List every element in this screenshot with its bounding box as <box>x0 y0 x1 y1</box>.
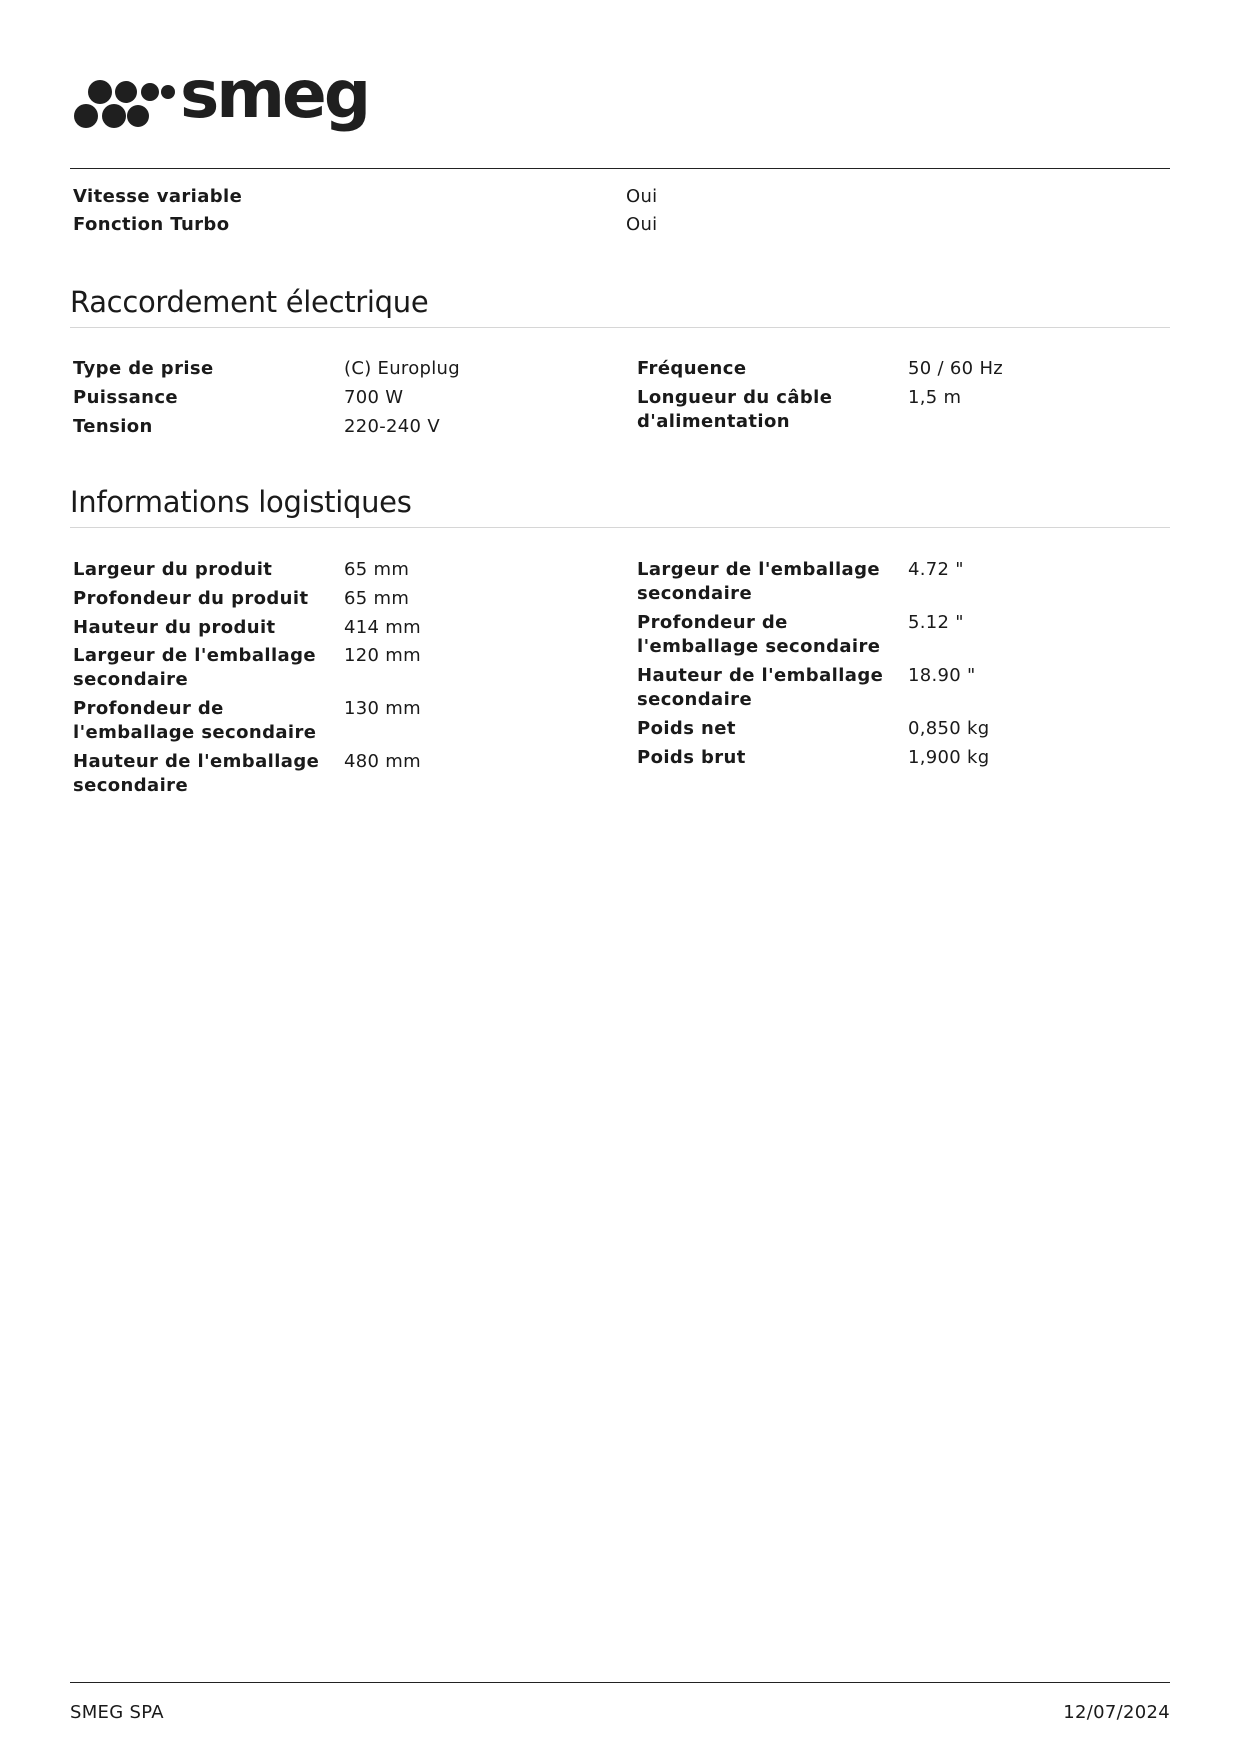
section-divider <box>70 327 1170 328</box>
spec-value: 1,5 m <box>908 387 962 408</box>
logo-wordmark: smeg <box>180 56 369 133</box>
spec-value: 65 mm <box>344 559 410 580</box>
spec-label: Fréquence <box>637 358 747 379</box>
footer-date: 12/07/2024 <box>1063 1702 1170 1723</box>
spec-label: Hauteur de l'emballage secondaire <box>637 665 884 710</box>
spec-label: Type de prise <box>73 358 214 379</box>
spec-label: Largeur du produit <box>73 559 273 580</box>
spec-value: 480 mm <box>344 751 421 772</box>
spec-value: 5.12 " <box>908 612 964 633</box>
spec-value: 18.90 " <box>908 665 976 686</box>
footer-company: SMEG SPA <box>70 1702 164 1723</box>
spec-label: Profondeur de l'emballage secondaire <box>637 612 881 657</box>
spec-value: 220-240 V <box>344 416 440 437</box>
feature-value: Oui <box>626 214 658 235</box>
spec-value: 4.72 " <box>908 559 964 580</box>
spec-label: Longueur du câble d'alimentation <box>637 387 833 432</box>
spec-label: Largeur de l'emballage secondaire <box>637 559 880 604</box>
section-divider <box>70 527 1170 528</box>
spec-value: 414 mm <box>344 617 421 638</box>
feature-label: Vitesse variable <box>73 186 243 207</box>
spec-value: 65 mm <box>344 588 410 609</box>
spec-value: 130 mm <box>344 698 421 719</box>
feature-value: Oui <box>626 186 658 207</box>
smeg-logo <box>74 56 384 136</box>
logo-dots-icon <box>74 70 184 136</box>
spec-value: 50 / 60 Hz <box>908 358 1004 379</box>
spec-value: (C) Europlug <box>344 358 460 379</box>
spec-label: Largeur de l'emballage secondaire <box>73 645 316 690</box>
spec-value: 0,850 kg <box>908 718 990 739</box>
spec-label: Tension <box>73 416 153 437</box>
feature-label: Fonction Turbo <box>73 214 230 235</box>
spec-value: 700 W <box>344 387 404 408</box>
section-title-electrical: Raccordement électrique <box>70 285 429 319</box>
spec-label: Poids net <box>637 718 736 739</box>
spec-value: 120 mm <box>344 645 421 666</box>
spec-label: Hauteur de l'emballage secondaire <box>73 751 320 796</box>
spec-label: Profondeur de l'emballage secondaire <box>73 698 317 743</box>
spec-label: Puissance <box>73 387 179 408</box>
section-title-logistics: Informations logistiques <box>70 485 412 519</box>
spec-value: 1,900 kg <box>908 747 990 768</box>
spec-label: Profondeur du produit <box>73 588 309 609</box>
spec-label: Poids brut <box>637 747 746 768</box>
spec-label: Hauteur du produit <box>73 617 276 638</box>
footer-divider <box>70 1682 1170 1683</box>
header-divider <box>70 168 1170 169</box>
